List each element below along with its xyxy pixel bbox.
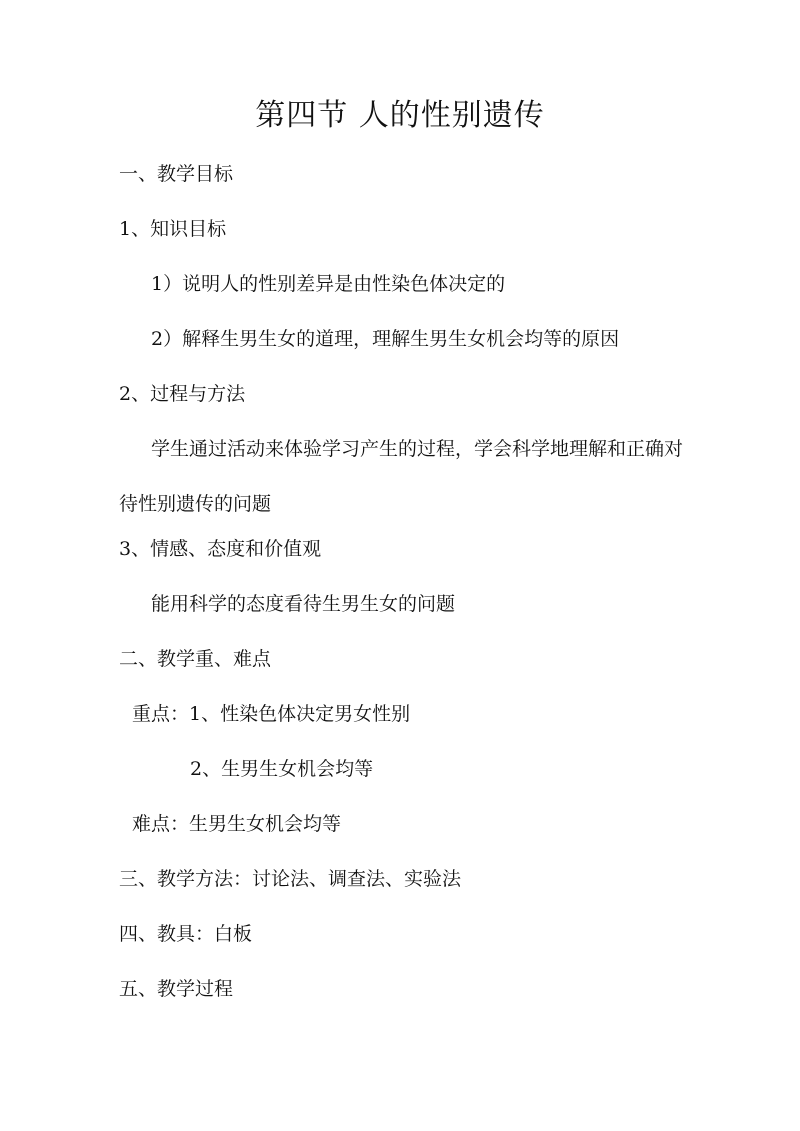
knowledge-goal-2: 2）解释生男生女的道理，理解生男生女机会均等的原因 [151, 328, 620, 350]
section-heading-key-points: 二、教学重、难点 [119, 648, 272, 670]
section-heading-objectives: 一、教学目标 [119, 163, 234, 185]
section-heading-process: 五、教学过程 [119, 978, 234, 1000]
subheading-process-methods: 2、过程与方法 [119, 383, 246, 405]
section-heading-methods: 三、教学方法：讨论法、调查法、实验法 [119, 868, 462, 890]
process-methods-paragraph: 学生通过活动来体验学习产生的过程，学会科学地理解和正确对待性别遗传的问题 [119, 438, 684, 515]
section-heading-teaching-aids: 四、教具：白板 [119, 923, 253, 945]
key-point-1: 重点：1、性染色体决定男女性别 [132, 703, 411, 725]
page-title: 第四节 人的性别遗传 [255, 98, 545, 133]
knowledge-goal-1: 1）说明人的性别差异是由性染色体决定的 [151, 273, 506, 295]
attitude-values-text: 能用科学的态度看待生男生女的问题 [151, 593, 456, 615]
subheading-attitude-values: 3、情感、态度和价值观 [119, 538, 322, 560]
difficulty-point: 难点：生男生女机会均等 [132, 813, 342, 835]
key-point-2: 2、生男生女机会均等 [190, 758, 374, 780]
subheading-knowledge-goals: 1、知识目标 [119, 218, 227, 240]
